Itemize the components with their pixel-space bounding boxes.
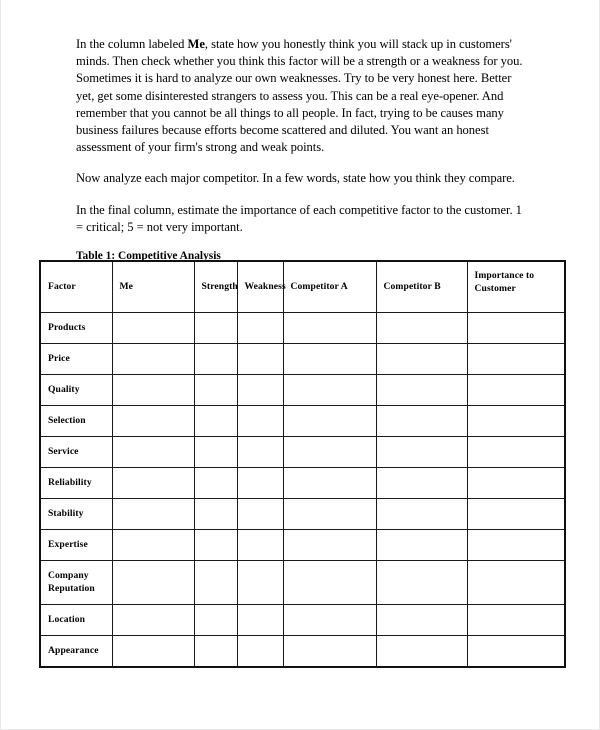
cell-competitor-b[interactable] <box>376 636 467 668</box>
table-row <box>40 437 565 468</box>
cell-importance[interactable] <box>467 437 565 468</box>
cell-me[interactable] <box>112 437 194 468</box>
row-label-company-reputation-line2: Reputation <box>48 582 95 594</box>
column-header-strength: Strength <box>194 261 237 313</box>
paragraph-competitors: Now analyze each major competitor. In a few words, state how you think they compare. <box>76 171 515 186</box>
cell-competitor-a[interactable] <box>283 313 376 344</box>
table-row <box>40 406 565 437</box>
cell-competitor-b[interactable] <box>376 499 467 530</box>
cell-me[interactable] <box>112 406 194 437</box>
cell-competitor-b[interactable] <box>376 437 467 468</box>
emphasis-me: Me <box>187 37 205 51</box>
cell-competitor-b[interactable] <box>376 375 467 406</box>
cell-me[interactable] <box>112 375 194 406</box>
cell-weakness[interactable] <box>237 406 283 437</box>
cell-competitor-a[interactable] <box>283 605 376 636</box>
cell-strength[interactable] <box>194 605 237 636</box>
cell-strength[interactable] <box>194 499 237 530</box>
cell-me[interactable] <box>112 468 194 499</box>
cell-weakness[interactable] <box>237 530 283 561</box>
cell-importance[interactable] <box>467 636 565 668</box>
paragraph-intro-part-1: In the column labeled <box>76 37 188 51</box>
cell-importance[interactable] <box>467 499 565 530</box>
cell-strength[interactable] <box>194 406 237 437</box>
cell-weakness[interactable] <box>237 468 283 499</box>
row-label-quality: Quality <box>40 375 112 406</box>
row-label-products: Products <box>40 313 112 344</box>
table-row <box>40 375 565 406</box>
cell-me[interactable] <box>112 561 194 605</box>
row-label-price: Price <box>40 344 112 375</box>
cell-weakness[interactable] <box>237 313 283 344</box>
row-label-service: Service <box>40 437 112 468</box>
cell-importance[interactable] <box>467 344 565 375</box>
table-row <box>40 344 565 375</box>
table-header-row <box>40 261 565 313</box>
row-label-location: Location <box>40 605 112 636</box>
table-row <box>40 636 565 668</box>
cell-strength[interactable] <box>194 344 237 375</box>
cell-me[interactable] <box>112 344 194 375</box>
cell-competitor-a[interactable] <box>283 344 376 375</box>
cell-competitor-b[interactable] <box>376 344 467 375</box>
column-header-weakness: Weakness <box>237 261 283 313</box>
cell-importance[interactable] <box>467 406 565 437</box>
row-label-reliability: Reliability <box>40 468 112 499</box>
cell-me[interactable] <box>112 313 194 344</box>
cell-strength[interactable] <box>194 636 237 668</box>
cell-competitor-a[interactable] <box>283 375 376 406</box>
table-row <box>40 561 565 605</box>
cell-competitor-a[interactable] <box>283 468 376 499</box>
column-header-importance-to-customer <box>467 261 565 313</box>
column-header-me: Me <box>112 261 194 313</box>
cell-strength[interactable] <box>194 561 237 605</box>
cell-competitor-b[interactable] <box>376 313 467 344</box>
cell-competitor-b[interactable] <box>376 561 467 605</box>
cell-weakness[interactable] <box>237 344 283 375</box>
cell-weakness[interactable] <box>237 437 283 468</box>
document-text-block <box>76 36 532 264</box>
competitive-analysis-table-wrapper <box>39 260 564 668</box>
column-header-importance-line2: Customer <box>474 282 516 294</box>
cell-strength[interactable] <box>194 437 237 468</box>
cell-importance[interactable] <box>467 468 565 499</box>
cell-weakness[interactable] <box>237 605 283 636</box>
cell-weakness[interactable] <box>237 375 283 406</box>
column-header-importance-line1: Importance to <box>474 270 535 281</box>
cell-competitor-a[interactable] <box>283 530 376 561</box>
cell-me[interactable] <box>112 499 194 530</box>
cell-competitor-a[interactable] <box>283 499 376 530</box>
row-label-appearance: Appearance <box>40 636 112 668</box>
row-label-selection: Selection <box>40 406 112 437</box>
table-row <box>40 499 565 530</box>
cell-me[interactable] <box>112 636 194 668</box>
table-row <box>40 605 565 636</box>
column-header-factor: Factor <box>40 261 112 313</box>
table-body <box>40 313 565 668</box>
cell-importance[interactable] <box>467 530 565 561</box>
cell-competitor-a[interactable] <box>283 437 376 468</box>
column-header-competitor-a: Competitor A <box>283 261 376 313</box>
row-label-expertise: Expertise <box>40 530 112 561</box>
cell-competitor-b[interactable] <box>376 406 467 437</box>
cell-importance[interactable] <box>467 605 565 636</box>
cell-importance[interactable] <box>467 561 565 605</box>
cell-competitor-a[interactable] <box>283 561 376 605</box>
paragraph-importance: In the final column, estimate the importance of each competitive factor to the customer. 1 = critical; 5 = not very important. <box>76 202 522 234</box>
cell-importance[interactable] <box>467 375 565 406</box>
cell-strength[interactable] <box>194 530 237 561</box>
cell-me[interactable] <box>112 605 194 636</box>
cell-competitor-a[interactable] <box>283 406 376 437</box>
row-label-stability: Stability <box>40 499 112 530</box>
table-row <box>40 313 565 344</box>
cell-competitor-b[interactable] <box>376 530 467 561</box>
cell-strength[interactable] <box>194 375 237 406</box>
cell-strength[interactable] <box>194 313 237 344</box>
table-row <box>40 468 565 499</box>
table-row <box>40 530 565 561</box>
paragraph-intro-part-2: , state how you honestly think you will stack up in customers' minds. Then check whether you think this factor will be a strength or a weakness for you. Sometimes it is hard to analyze our own weaknesses. Try to be very honest here. Better yet, get some disinterested strangers to assess you. This can be a real eye-opener. And remember that you cannot be all things to all people. In fact, trying to be causes many business failures because efforts become scattered and diluted. You want an honest assessment of your firm's strong and weak points. <box>76 37 523 155</box>
cell-strength[interactable] <box>194 468 237 499</box>
paragraph-intro <box>76 36 532 156</box>
competitive-analysis-table <box>39 260 566 668</box>
cell-importance[interactable] <box>467 313 565 344</box>
cell-weakness[interactable] <box>237 561 283 605</box>
table-caption: Table 1: Competitive Analysis <box>76 250 221 263</box>
row-label-company-reputation-line1: Company <box>48 569 89 581</box>
cell-weakness[interactable] <box>237 636 283 668</box>
cell-competitor-a[interactable] <box>283 636 376 668</box>
column-header-competitor-b: Competitor B <box>376 261 467 313</box>
row-label-company-reputation <box>40 561 112 605</box>
cell-me[interactable] <box>112 530 194 561</box>
cell-competitor-b[interactable] <box>376 468 467 499</box>
cell-competitor-b[interactable] <box>376 605 467 636</box>
cell-weakness[interactable] <box>237 499 283 530</box>
